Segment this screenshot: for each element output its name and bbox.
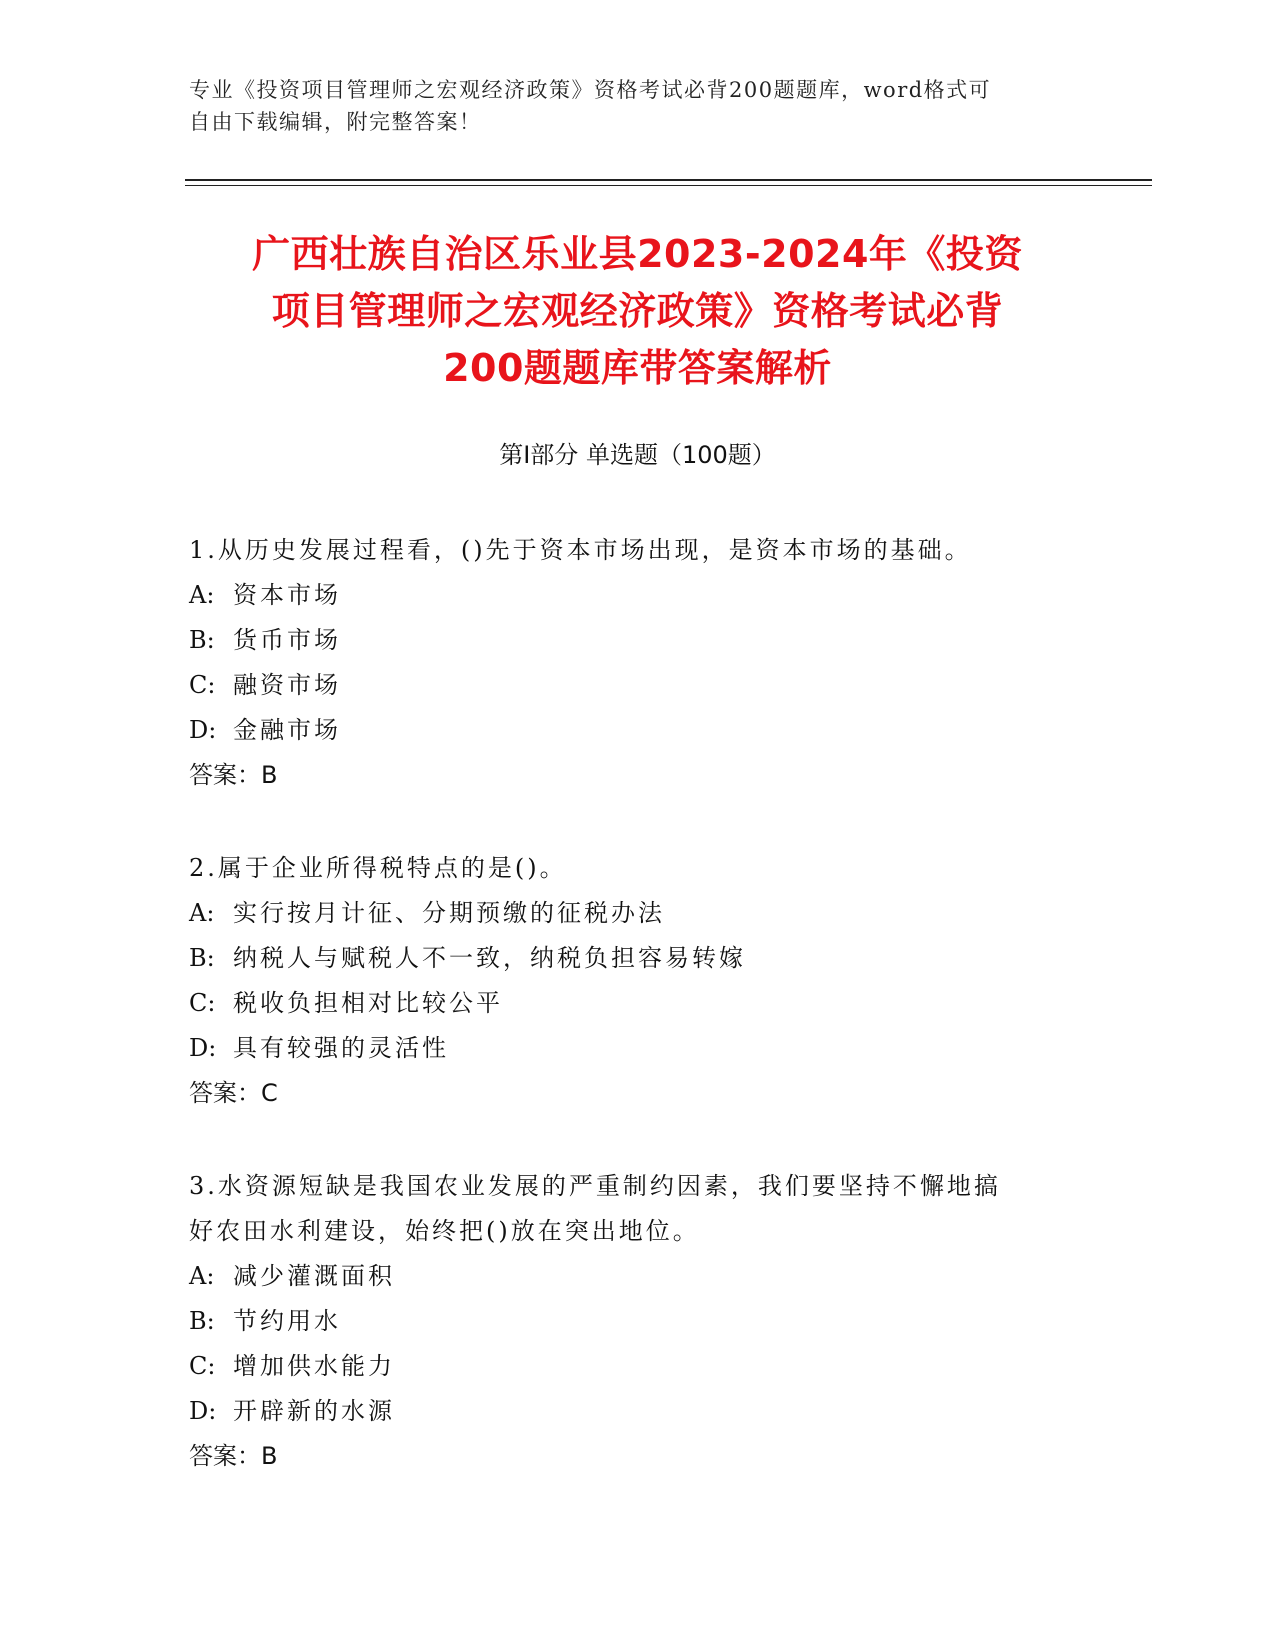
question-option-c [189,1344,1069,1389]
option-letter: A: [189,899,215,927]
question-option-d [189,1389,1069,1434]
option-text: 纳税人与赋税人不一致，纳税负担容易转嫁 [233,944,746,972]
question-item [189,528,1069,798]
option-letter: B: [189,944,215,972]
question-option-c [189,663,1069,708]
option-letter: C: [189,989,216,1017]
question-option-b [189,618,1069,663]
option-text: 融资市场 [233,671,341,699]
question-option-b [189,936,1069,981]
document-title [175,226,1100,397]
question-stem-continued: 好农田水利建设，始终把()放在突出地位。 [189,1217,700,1245]
question-option-a [189,891,1069,936]
header-note-line2: 自由下载编辑，附完整答案！ [189,110,482,134]
option-text: 实行按月计征、分期预缴的征税办法 [233,899,665,927]
question-list [189,528,1069,1527]
option-letter: C: [189,1352,216,1380]
question-answer: 答案：B [189,1442,278,1470]
question-item [189,1164,1069,1479]
section-title: 第Ⅰ部分 单选题（100题） [499,441,776,469]
option-letter: D: [189,1034,217,1062]
question-item [189,846,1069,1116]
option-text: 减少灌溉面积 [233,1262,395,1290]
option-letter: C: [189,671,216,699]
option-letter: D: [189,716,217,744]
option-letter: B: [189,1307,215,1335]
header-divider-thin [185,185,1152,186]
document-title-line1: 广西壮族自治区乐业县2023-2024年《投资 [252,232,1023,276]
option-text: 增加供水能力 [233,1352,395,1380]
document-title-line3: 200题题库带答案解析 [443,346,832,390]
question-option-a [189,1254,1069,1299]
header-divider-thick [185,179,1152,181]
question-stem: 3.水资源短缺是我国农业发展的严重制约因素，我们要坚持不懈地搞 [189,1172,1001,1200]
option-letter: A: [189,1262,215,1290]
question-option-b [189,1299,1069,1344]
question-stem: 2.属于企业所得税特点的是()。 [189,854,567,882]
header-note [189,74,1069,138]
question-stem: 1.从历史发展过程看，()先于资本市场出现，是资本市场的基础。 [189,536,972,564]
option-text: 货币市场 [233,626,341,654]
option-letter: D: [189,1397,217,1425]
option-letter: A: [189,581,215,609]
question-option-a [189,573,1069,618]
option-text: 金融市场 [233,716,341,744]
option-text: 开辟新的水源 [233,1397,395,1425]
option-text: 资本市场 [233,581,341,609]
header-note-line1: 专业《投资项目管理师之宏观经济政策》资格考试必背200题题库，word格式可 [189,78,992,102]
option-text: 节约用水 [233,1307,341,1335]
question-option-c [189,981,1069,1026]
question-option-d [189,708,1069,753]
question-option-d [189,1026,1069,1071]
option-text: 具有较强的灵活性 [233,1034,449,1062]
question-answer: 答案：B [189,761,278,789]
document-title-line2: 项目管理师之宏观经济政策》资格考试必背 [271,289,1004,333]
option-letter: B: [189,626,215,654]
question-answer: 答案：C [189,1079,278,1107]
option-text: 税收负担相对比较公平 [233,989,503,1017]
